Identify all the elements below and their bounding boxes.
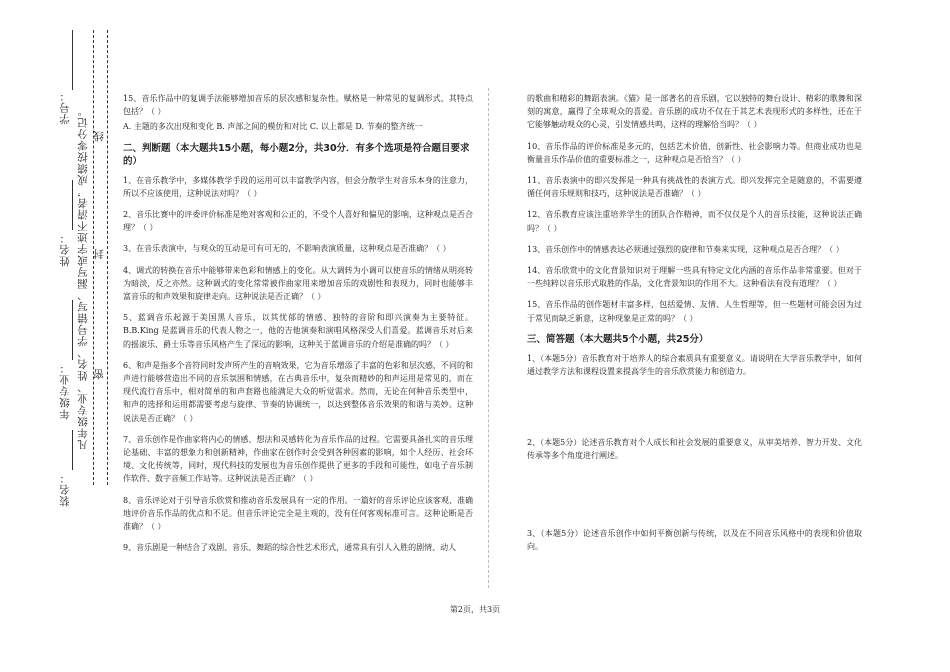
judge-question-14: 14、音乐欣赏中的文化背景知识对于理解一些具有特定文化内涵的音乐作品非常重要。但对于一些纯粹以音乐形式取胜的作品，文化背景知识的作用不大。这种看法有没有道理？（ ） <box>527 266 862 289</box>
short-answer-3: 3、（本题5分）论述音乐创作中如何平衡创新与传统，以及在不同音乐风格中的表现和价值取向。 <box>527 528 862 551</box>
judge-question-8: 8、音乐评论对于引导音乐欣赏和推动音乐发展具有一定的作用。一篇好的音乐评论应该客观、准确地评价音乐作品的优点和不足。但音乐评论完全是主观的，没有任何客观标准可言。这种论断是否准确？（ ） <box>123 495 473 532</box>
judge-question-3: 3、在音乐表演中，与观众的互动是可有可无的，不影响表演质量，这种观点是否准确？（ ） <box>123 244 451 254</box>
binding-mark-line: 线 <box>93 130 105 142</box>
judge-question-4: 4、调式的转换在音乐中能够带来色彩和情感上的变化。从大调转为小调可以使音乐的情绪从明亮转为暗淡，反之亦然。这种调式的变化常常被作曲家用来增加音乐的戏剧性和表现力，同时也能够丰富音乐的和声效果和旋律走向。这种说法是否正确？（ ） <box>123 265 473 302</box>
section-2-heading: 二、判断题（本大题共15小题，每小题2分，共30分．有多个选项是符合题目要求的） <box>123 142 470 167</box>
judge-question-11: 11、音乐表演中的即兴发挥是一种具有挑战性的表演方式。即兴发挥完全是随意的，不需要遵循任何音乐规则和技巧，这种说法是否准确？（ ） <box>527 176 862 199</box>
name-underline <box>72 180 73 230</box>
judge-question-9-continued: 的歌曲和精彩的舞蹈表演。《猫》是一部著名的音乐剧，它以独特的舞台设计、精彩的歌舞和深刻的寓意，赢得了全球观众的喜爱。音乐剧的成功不仅在于其艺术表现形式的多样性，还在于它能够触动观众的心灵，引发情感共鸣，这样的理解恰当吗？（ ） <box>527 94 862 130</box>
short-answer-1: 1、（本题5分）音乐教育对于培养人的综合素质具有重要意义。请说明在大学音乐教学中，如何通过教学方法和课程设置来提高学生的音乐欣赏能力和创造力。 <box>527 353 862 377</box>
school-underline <box>72 430 73 470</box>
column-divider <box>488 88 490 588</box>
judge-question-13: 13、音乐创作中的情感表达必须通过强烈的旋律和节奏来实现，这种观点是否合理？（ ） <box>527 244 844 254</box>
binding-mark-secret: 密 <box>93 368 105 380</box>
judge-question-7: 7、音乐创作是作曲家将内心的情感、想法和灵感转化为音乐作品的过程。它需要具备扎实的音乐理论基础、丰富的想象力和创新精神，作曲家在创作时会受到各种因素的影响，如个人经历、社会环境、文化传统等，同时，现代科技的发展也为音乐创作提供了更多的手段和可能性，如电子音乐制作软件、数字音频工作站等。这种说法是否正确？（ ） <box>123 434 473 484</box>
judge-question-9: 9、音乐剧是一种结合了戏剧、音乐、舞蹈的综合性艺术形式，通常具有引人入胜的剧情、动人 <box>123 543 457 553</box>
judge-question-12: 12、音乐教育应该注重培养学生的团队合作精神，而不仅仅是个人的音乐技能，这种说法正确吗？（ ） <box>527 210 862 233</box>
short-answer-2: 2、（本题5分）论述音乐教育对个人成长和社会发展的重要意义，从审美培养、智力开发、文化传承等多个角度进行阐述。 <box>527 438 862 461</box>
section-3-heading: 三、简答题（本大题共5个小题，共25分） <box>527 333 709 345</box>
question-15-choice: 15、音乐作品中的复调手法能够增加音乐的层次感和复杂性。赋格是一种常见的复调形式，其特点包括？（ ） <box>123 94 473 117</box>
judge-question-5: 5、蓝调音乐起源于美国黑人音乐，以其忧郁的情感、独特的音阶和即兴演奏为主要特征。B.B.King 是蓝调音乐的代表人物之一，他的吉他演奏和演唱风格深受人们喜爱。蓝调音乐对后来的摇滚乐、爵士乐等音乐风格产生了深远的影响，这种关于蓝调音乐的介绍是准确的吗？（ ） <box>123 313 473 349</box>
right-column <box>527 92 862 561</box>
binding-warning: 凡年级专业、姓名、学号错写、漏写或字迹不清者，成绩按零分记。 <box>77 105 89 450</box>
binding-margin <box>0 0 110 672</box>
student-id-label: 学号： <box>59 90 71 125</box>
question-15-options: A. 主题的多次出现和变化 B. 声部之间的模仿和对比 C. 以上都是 D. 节奏的整齐统一 <box>123 122 423 132</box>
binding-mark-seal: 封 <box>93 248 105 260</box>
judge-question-2: 2、音乐比赛中的评委评价标准是绝对客观和公正的，不受个人喜好和偏见的影响，这种观点是否合理？（ ） <box>123 210 473 233</box>
school-label: 装名： <box>59 472 71 507</box>
judge-question-10: 10、音乐作品的评价标准是多元的，包括艺术价值、创新性、社会影响力等。但商业成功也是衡量音乐作品价值的重要标准之一，这种观点是否恰当？（ ） <box>527 141 862 164</box>
left-column <box>123 92 473 562</box>
judge-question-15: 15、音乐作品的创作题材丰富多样，包括爱情、友情、人生哲理等，但一些题材可能会因为过于常见而缺乏新意，这种现象是正常的吗？（ ） <box>527 300 862 323</box>
judge-question-6: 6、和声是指多个音符同时发声所产生的音响效果，它为音乐增添了丰富的色彩和层次感，不同的和声进行能够营造出不同的音乐氛围和情感，在古典音乐中，复杂而精妙的和声运用是常见的，而在现代流行音乐中，相对简单的和声套路也能满足大众的听觉需求。然而，无论在何种音乐类型中，和声的选择和运用都需要考虑与旋律、节奏的协调统一，以达到整体音乐效果的和谐与美妙。这种说法是否正确？（ ） <box>123 360 473 423</box>
grade-major-underline <box>72 300 73 360</box>
name-label: 姓名： <box>59 232 71 267</box>
grade-major-label: 年级专业： <box>59 362 71 420</box>
binding-dashed-line-inner <box>107 30 108 485</box>
student-id-underline <box>72 30 73 90</box>
judge-question-1: 1、在音乐教学中，多媒体教学手段的运用可以丰富教学内容，但会分散学生对音乐本身的注意力，所以不应该使用，这种说法对吗？（ ） <box>123 175 473 198</box>
page-footer: 第2页，共3页 <box>449 605 501 614</box>
